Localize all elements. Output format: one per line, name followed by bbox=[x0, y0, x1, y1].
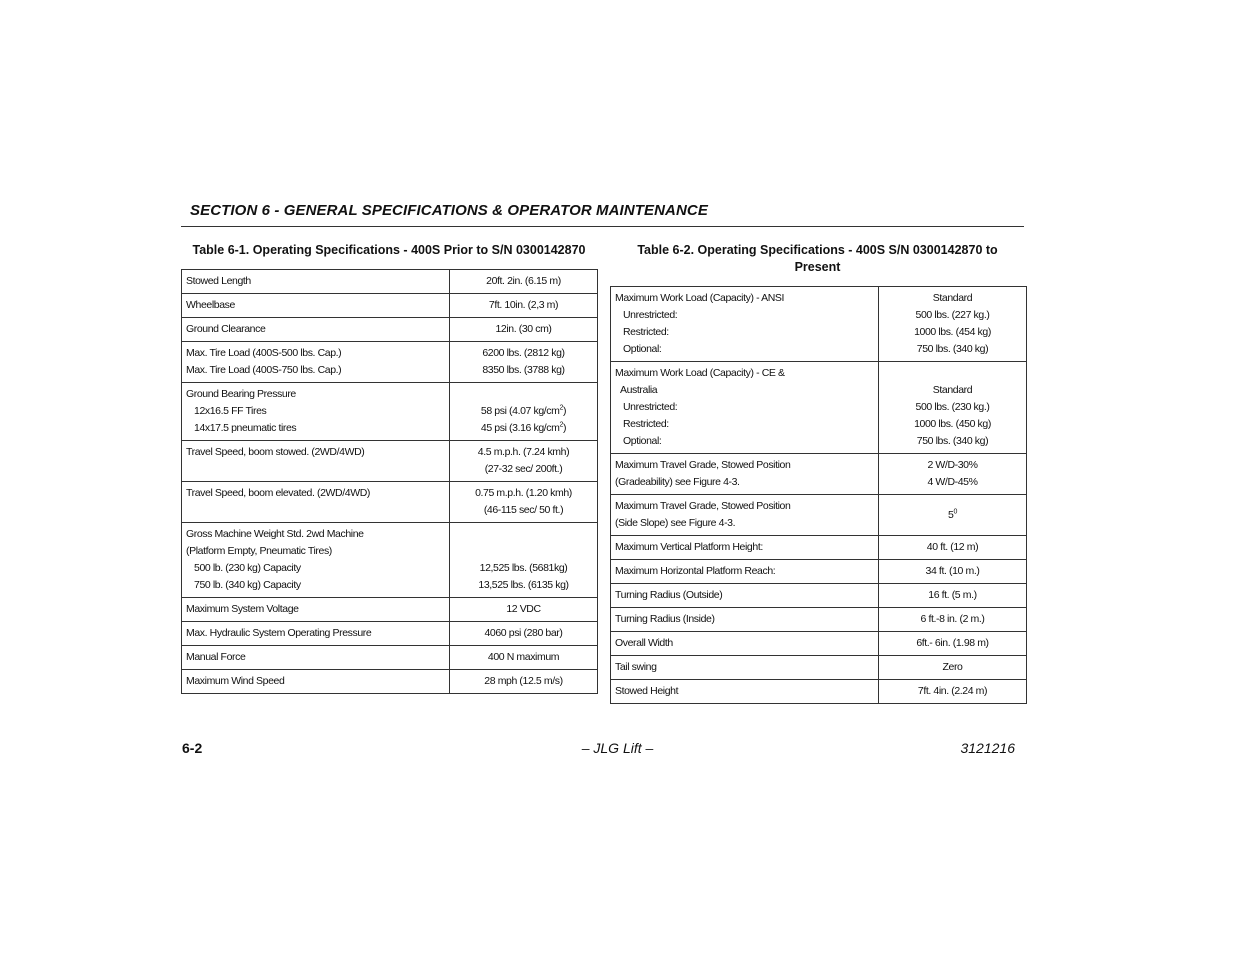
doc-number: 3121216 bbox=[960, 740, 1015, 756]
section-title: SECTION 6 - GENERAL SPECIFICATIONS & OPERATOR MAINTENANCE bbox=[190, 202, 708, 219]
table1-caption: Table 6-1. Operating Specifications - 400S Prior to S/N 0300142870 bbox=[192, 243, 586, 257]
spec-value: $5^0$ bbox=[879, 495, 1027, 536]
spec-label: Maximum Wind Speed bbox=[182, 670, 450, 694]
spec-value: 7ft. 4in. (2.24 m) bbox=[879, 680, 1027, 704]
footer-brand: – JLG Lift – bbox=[581, 740, 654, 756]
spec-label: Manual Force bbox=[182, 646, 450, 670]
spec-value: 58 psi (4.07 $kg/cm^2$) 45 psi (3.16 $kg/cm^2$) bbox=[450, 383, 598, 441]
spec-label: Turning Radius (Inside) bbox=[611, 608, 879, 632]
spec-table-1 bbox=[181, 269, 598, 694]
table-row bbox=[611, 495, 1027, 536]
spec-label: Maximum Horizontal Platform Reach: bbox=[611, 560, 879, 584]
spec-label: Stowed Height bbox=[611, 680, 879, 704]
spec-value: 4060 psi (280 bar) bbox=[450, 622, 598, 646]
spec-value: 6ft.- 6in. (1.98 m) bbox=[879, 632, 1027, 656]
table-row bbox=[182, 294, 598, 318]
spec-value: 2 W/D-30% 4 W/D-45% bbox=[879, 454, 1027, 495]
spec-label: Maximum Vertical Platform Height: bbox=[611, 536, 879, 560]
spec-label: Maximum Work Load (Capacity) - CE & Australia Unrestricted: Restricted: Optional: bbox=[611, 362, 879, 454]
spec-value: 400 N maximum bbox=[450, 646, 598, 670]
spec-value: 6 ft.-8 in. (2 m.) bbox=[879, 608, 1027, 632]
table-row bbox=[611, 362, 1027, 454]
spec-label: Wheelbase bbox=[182, 294, 450, 318]
table-row bbox=[611, 536, 1027, 560]
table-row bbox=[182, 523, 598, 598]
spec-value: 16 ft. (5 m.) bbox=[879, 584, 1027, 608]
spec-label: Maximum Travel Grade, Stowed Position (Side Slope) see Figure 4-3. bbox=[611, 495, 879, 536]
spec-value: 20ft. 2in. (6.15 m) bbox=[450, 270, 598, 294]
spec-value: 0.75 m.p.h. (1.20 kmh) (46-115 sec/ 50 ft.) bbox=[450, 482, 598, 523]
spec-value: 28 mph (12.5 m/s) bbox=[450, 670, 598, 694]
spec-label: Maximum System Voltage bbox=[182, 598, 450, 622]
table-row bbox=[611, 680, 1027, 704]
spec-label: Ground Clearance bbox=[182, 318, 450, 342]
table-row bbox=[182, 383, 598, 441]
spec-value: 12in. (30 cm) bbox=[450, 318, 598, 342]
spec-label: Stowed Length bbox=[182, 270, 450, 294]
spec-value: 34 ft. (10 m.) bbox=[879, 560, 1027, 584]
spec-value: 6200 lbs. (2812 kg) 8350 lbs. (3788 kg) bbox=[450, 342, 598, 383]
table-row bbox=[182, 270, 598, 294]
table-row bbox=[611, 656, 1027, 680]
spec-value: Zero bbox=[879, 656, 1027, 680]
table2-caption bbox=[610, 242, 1025, 276]
spec-label: Tail swing bbox=[611, 656, 879, 680]
table-row bbox=[182, 441, 598, 482]
spec-label: Maximum Work Load (Capacity) - ANSI Unrestricted: Restricted: Optional: bbox=[611, 287, 879, 362]
spec-value: Standard 500 lbs. (227 kg.) 1000 lbs. (454 kg) 750 lbs. (340 kg) bbox=[879, 287, 1027, 362]
table-row bbox=[182, 670, 598, 694]
table-row bbox=[182, 482, 598, 523]
spec-label: Max. Tire Load (400S-500 lbs. Cap.) Max. Tire Load (400S-750 lbs. Cap.) bbox=[182, 342, 450, 383]
table-row bbox=[611, 454, 1027, 495]
spec-label: Turning Radius (Outside) bbox=[611, 584, 879, 608]
spec-value: 7ft. 10in. (2,3 m) bbox=[450, 294, 598, 318]
spec-label: Travel Speed, boom stowed. (2WD/4WD) bbox=[182, 441, 450, 482]
table2-caption-line2: Present bbox=[794, 260, 841, 274]
spec-value: 12 VDC bbox=[450, 598, 598, 622]
table-row bbox=[611, 584, 1027, 608]
spec-value: 12,525 lbs. (5681kg) 13,525 lbs. (6135 kg) bbox=[450, 523, 598, 598]
spec-value: 4.5 m.p.h. (7.24 kmh) (27-32 sec/ 200ft.) bbox=[450, 441, 598, 482]
spec-label: Overall Width bbox=[611, 632, 879, 656]
table-row bbox=[182, 598, 598, 622]
spec-value: 40 ft. (12 m) bbox=[879, 536, 1027, 560]
header-rule bbox=[181, 226, 1024, 227]
table2-caption-line1: Table 6-2. Operating Specifications - 400S S/N 0300142870 to bbox=[637, 243, 998, 257]
table-row bbox=[611, 632, 1027, 656]
page-number: 6-2 bbox=[182, 740, 203, 756]
table-row bbox=[182, 622, 598, 646]
spec-label: Travel Speed, boom elevated. (2WD/4WD) bbox=[182, 482, 450, 523]
table-row bbox=[611, 560, 1027, 584]
table-row bbox=[182, 646, 598, 670]
spec-label: Max. Hydraulic System Operating Pressure bbox=[182, 622, 450, 646]
table-row bbox=[611, 287, 1027, 362]
spec-table-2 bbox=[610, 286, 1027, 704]
spec-label: Maximum Travel Grade, Stowed Position (Gradeability) see Figure 4-3. bbox=[611, 454, 879, 495]
table-row bbox=[182, 342, 598, 383]
table-row bbox=[182, 318, 598, 342]
spec-value: Standard 500 lbs. (230 kg.) 1000 lbs. (450 kg) 750 lbs. (340 kg) bbox=[879, 362, 1027, 454]
spec-label: Ground Bearing Pressure 12x16.5 FF Tires 14x17.5 pneumatic tires bbox=[182, 383, 450, 441]
spec-label: Gross Machine Weight Std. 2wd Machine (Platform Empty, Pneumatic Tires) 500 lb. (230 kg) Capacity 750 lb. (340 kg) Capacity bbox=[182, 523, 450, 598]
table-row bbox=[611, 608, 1027, 632]
